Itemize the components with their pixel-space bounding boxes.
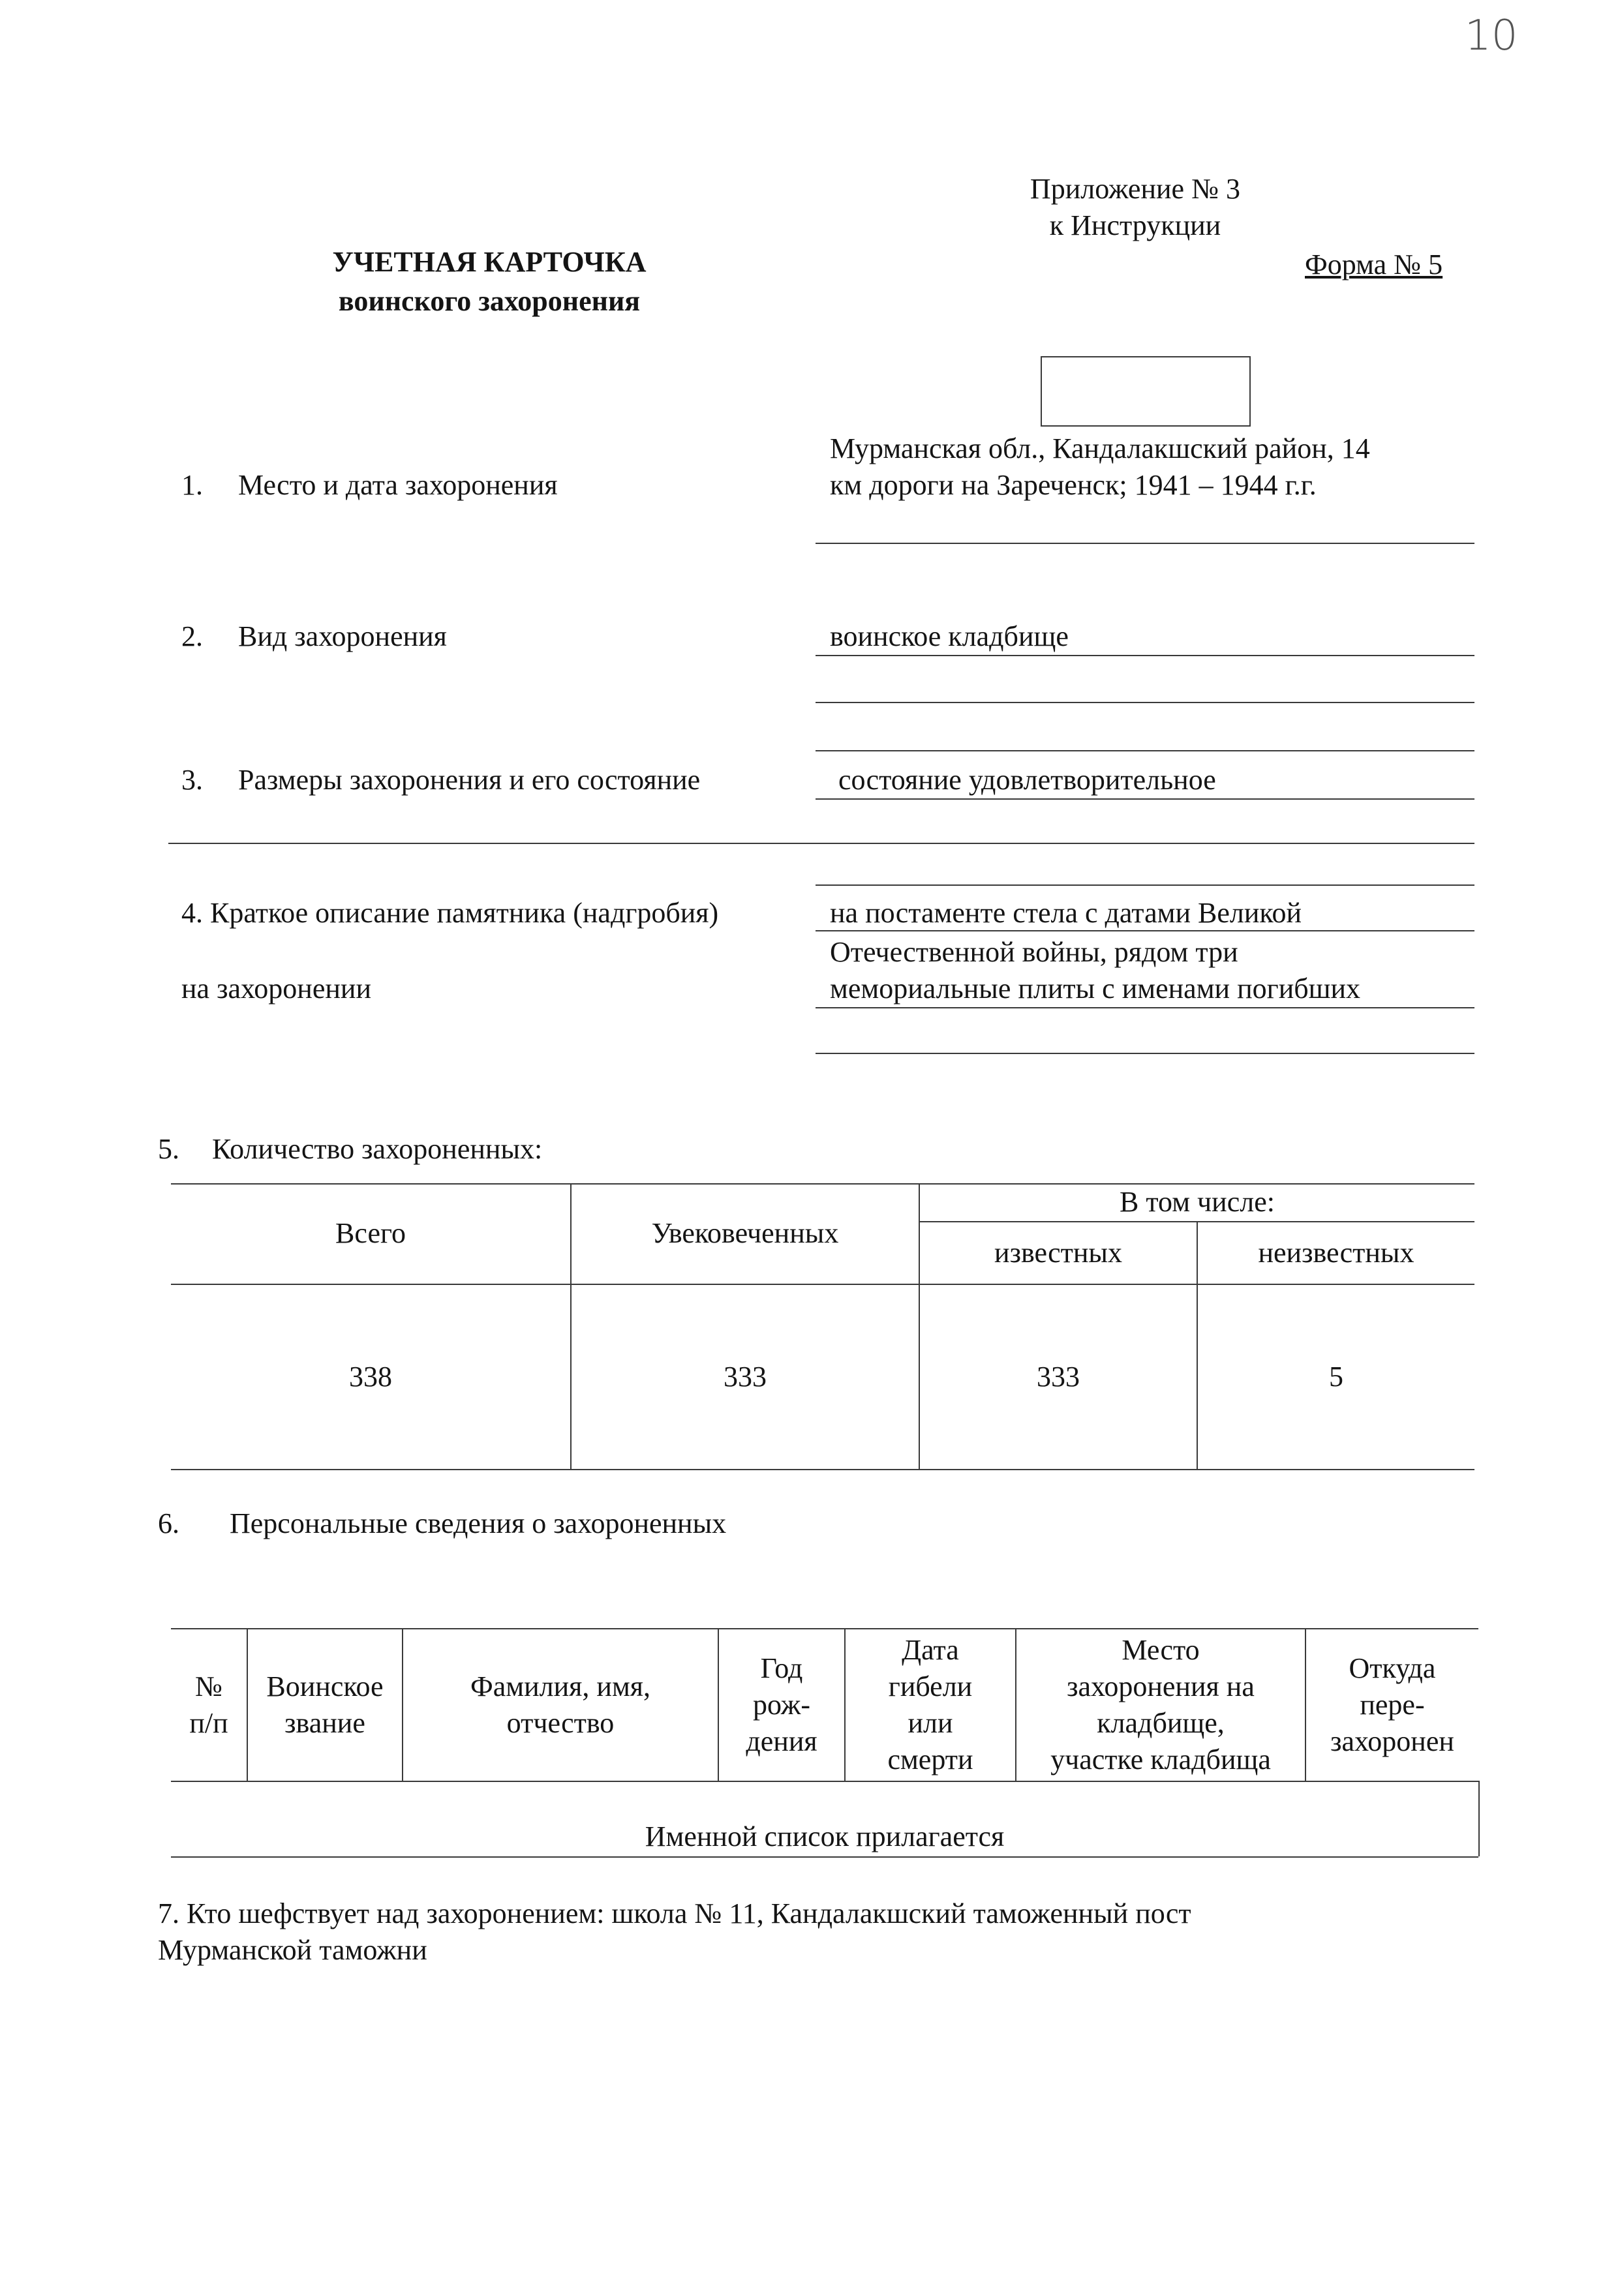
item3-underline-3 — [816, 884, 1474, 886]
item5-label: Количество захороненных: — [212, 1133, 543, 1165]
item7-line2: Мурманской таможни — [158, 1934, 427, 1966]
form-label: Форма № 5 — [1305, 249, 1443, 280]
item4-label-line2: на захоронении — [181, 973, 372, 1004]
personal-header-reburied-from: Откуда пере- захоронен — [1330, 1652, 1454, 1757]
personal-table-bottom-border — [171, 1856, 1478, 1858]
item6-number: 6. — [158, 1507, 179, 1539]
count-header-unknown: неизвестных — [1258, 1237, 1414, 1269]
personal-table-right-border — [1478, 1781, 1480, 1856]
item5-number: 5. — [158, 1133, 179, 1165]
personal-header-name: Фамилия, имя, отчество — [470, 1670, 651, 1739]
personal-header-birth-year: Год рож- дения — [746, 1652, 817, 1757]
item4-label-line1: 4. Краткое описание памятника (надгробия) — [181, 897, 719, 929]
count-value-immortalized: 333 — [724, 1361, 767, 1393]
item1-value-line1: Мурманская обл., Кандалакшский район, 14 — [830, 432, 1370, 464]
count-value-total: 338 — [349, 1361, 392, 1393]
registration-number-box — [1041, 356, 1251, 427]
item4-underline-2 — [816, 1007, 1474, 1008]
item1-label: Место и дата захоронения — [238, 469, 558, 501]
item4-underline-3 — [816, 1053, 1474, 1054]
item3-underline-2 — [168, 843, 1474, 844]
personal-header-burial-place: Место захоронения на кладбище, участке кладбища — [1050, 1634, 1271, 1775]
count-header-including: В том числе: — [1120, 1186, 1275, 1218]
item1-number: 1. — [181, 469, 203, 501]
personal-table-header-border — [171, 1781, 1478, 1782]
personal-header-rank: Воинское звание — [266, 1670, 384, 1739]
item1-underline — [816, 543, 1474, 544]
item2-value: воинское кладбище — [830, 620, 1069, 652]
personal-header-number: № п/п — [189, 1670, 228, 1739]
item4-value-line2: Отечественной войны, рядом три — [830, 936, 1238, 968]
count-header-known: известных — [994, 1237, 1122, 1269]
title-line1: УЧЕТНАЯ КАРТОЧКА — [332, 246, 647, 278]
item3-label: Размеры захоронения и его состояние — [238, 764, 701, 796]
item6-label: Персональные сведения о захороненных — [230, 1507, 727, 1539]
item3-value: состояние удовлетворительное — [838, 764, 1216, 796]
count-value-known: 333 — [1037, 1361, 1080, 1393]
item4-value-line1: на постаменте стела с датами Великой — [830, 897, 1302, 929]
appendix-line1: Приложение № 3 — [1030, 173, 1241, 205]
item2-number: 2. — [181, 620, 203, 652]
item2-label: Вид захоронения — [238, 620, 447, 652]
item7-line1: 7. Кто шефствует над захоронением: школа № 11, Кандалакшский таможенный пост — [158, 1897, 1191, 1929]
personal-header-death-date: Дата гибели или смерти — [887, 1634, 973, 1775]
appendix-line2: к Инструкции — [1049, 209, 1221, 241]
item2-underline-2 — [816, 702, 1474, 703]
item2-underline-3 — [816, 750, 1474, 751]
item4-underline-1 — [816, 930, 1474, 931]
count-header-total: Всего — [335, 1217, 406, 1249]
item3-underline-1 — [816, 798, 1474, 800]
count-header-immortalized: Увековеченных — [651, 1217, 839, 1249]
item2-underline-1 — [816, 655, 1474, 656]
item1-value-line2: км дороги на Зареченск; 1941 – 1944 г.г. — [830, 469, 1317, 501]
title-line2: воинского захоронения — [338, 285, 641, 317]
item3-number: 3. — [181, 764, 203, 796]
personal-table-note: Именной список прилагается — [645, 1820, 1005, 1852]
item4-value-line3: мемориальные плиты с именами погибших — [830, 973, 1361, 1004]
page-number: 10 — [1465, 12, 1518, 60]
count-value-unknown: 5 — [1329, 1361, 1343, 1393]
count-table-bottom-border — [171, 1469, 1474, 1470]
